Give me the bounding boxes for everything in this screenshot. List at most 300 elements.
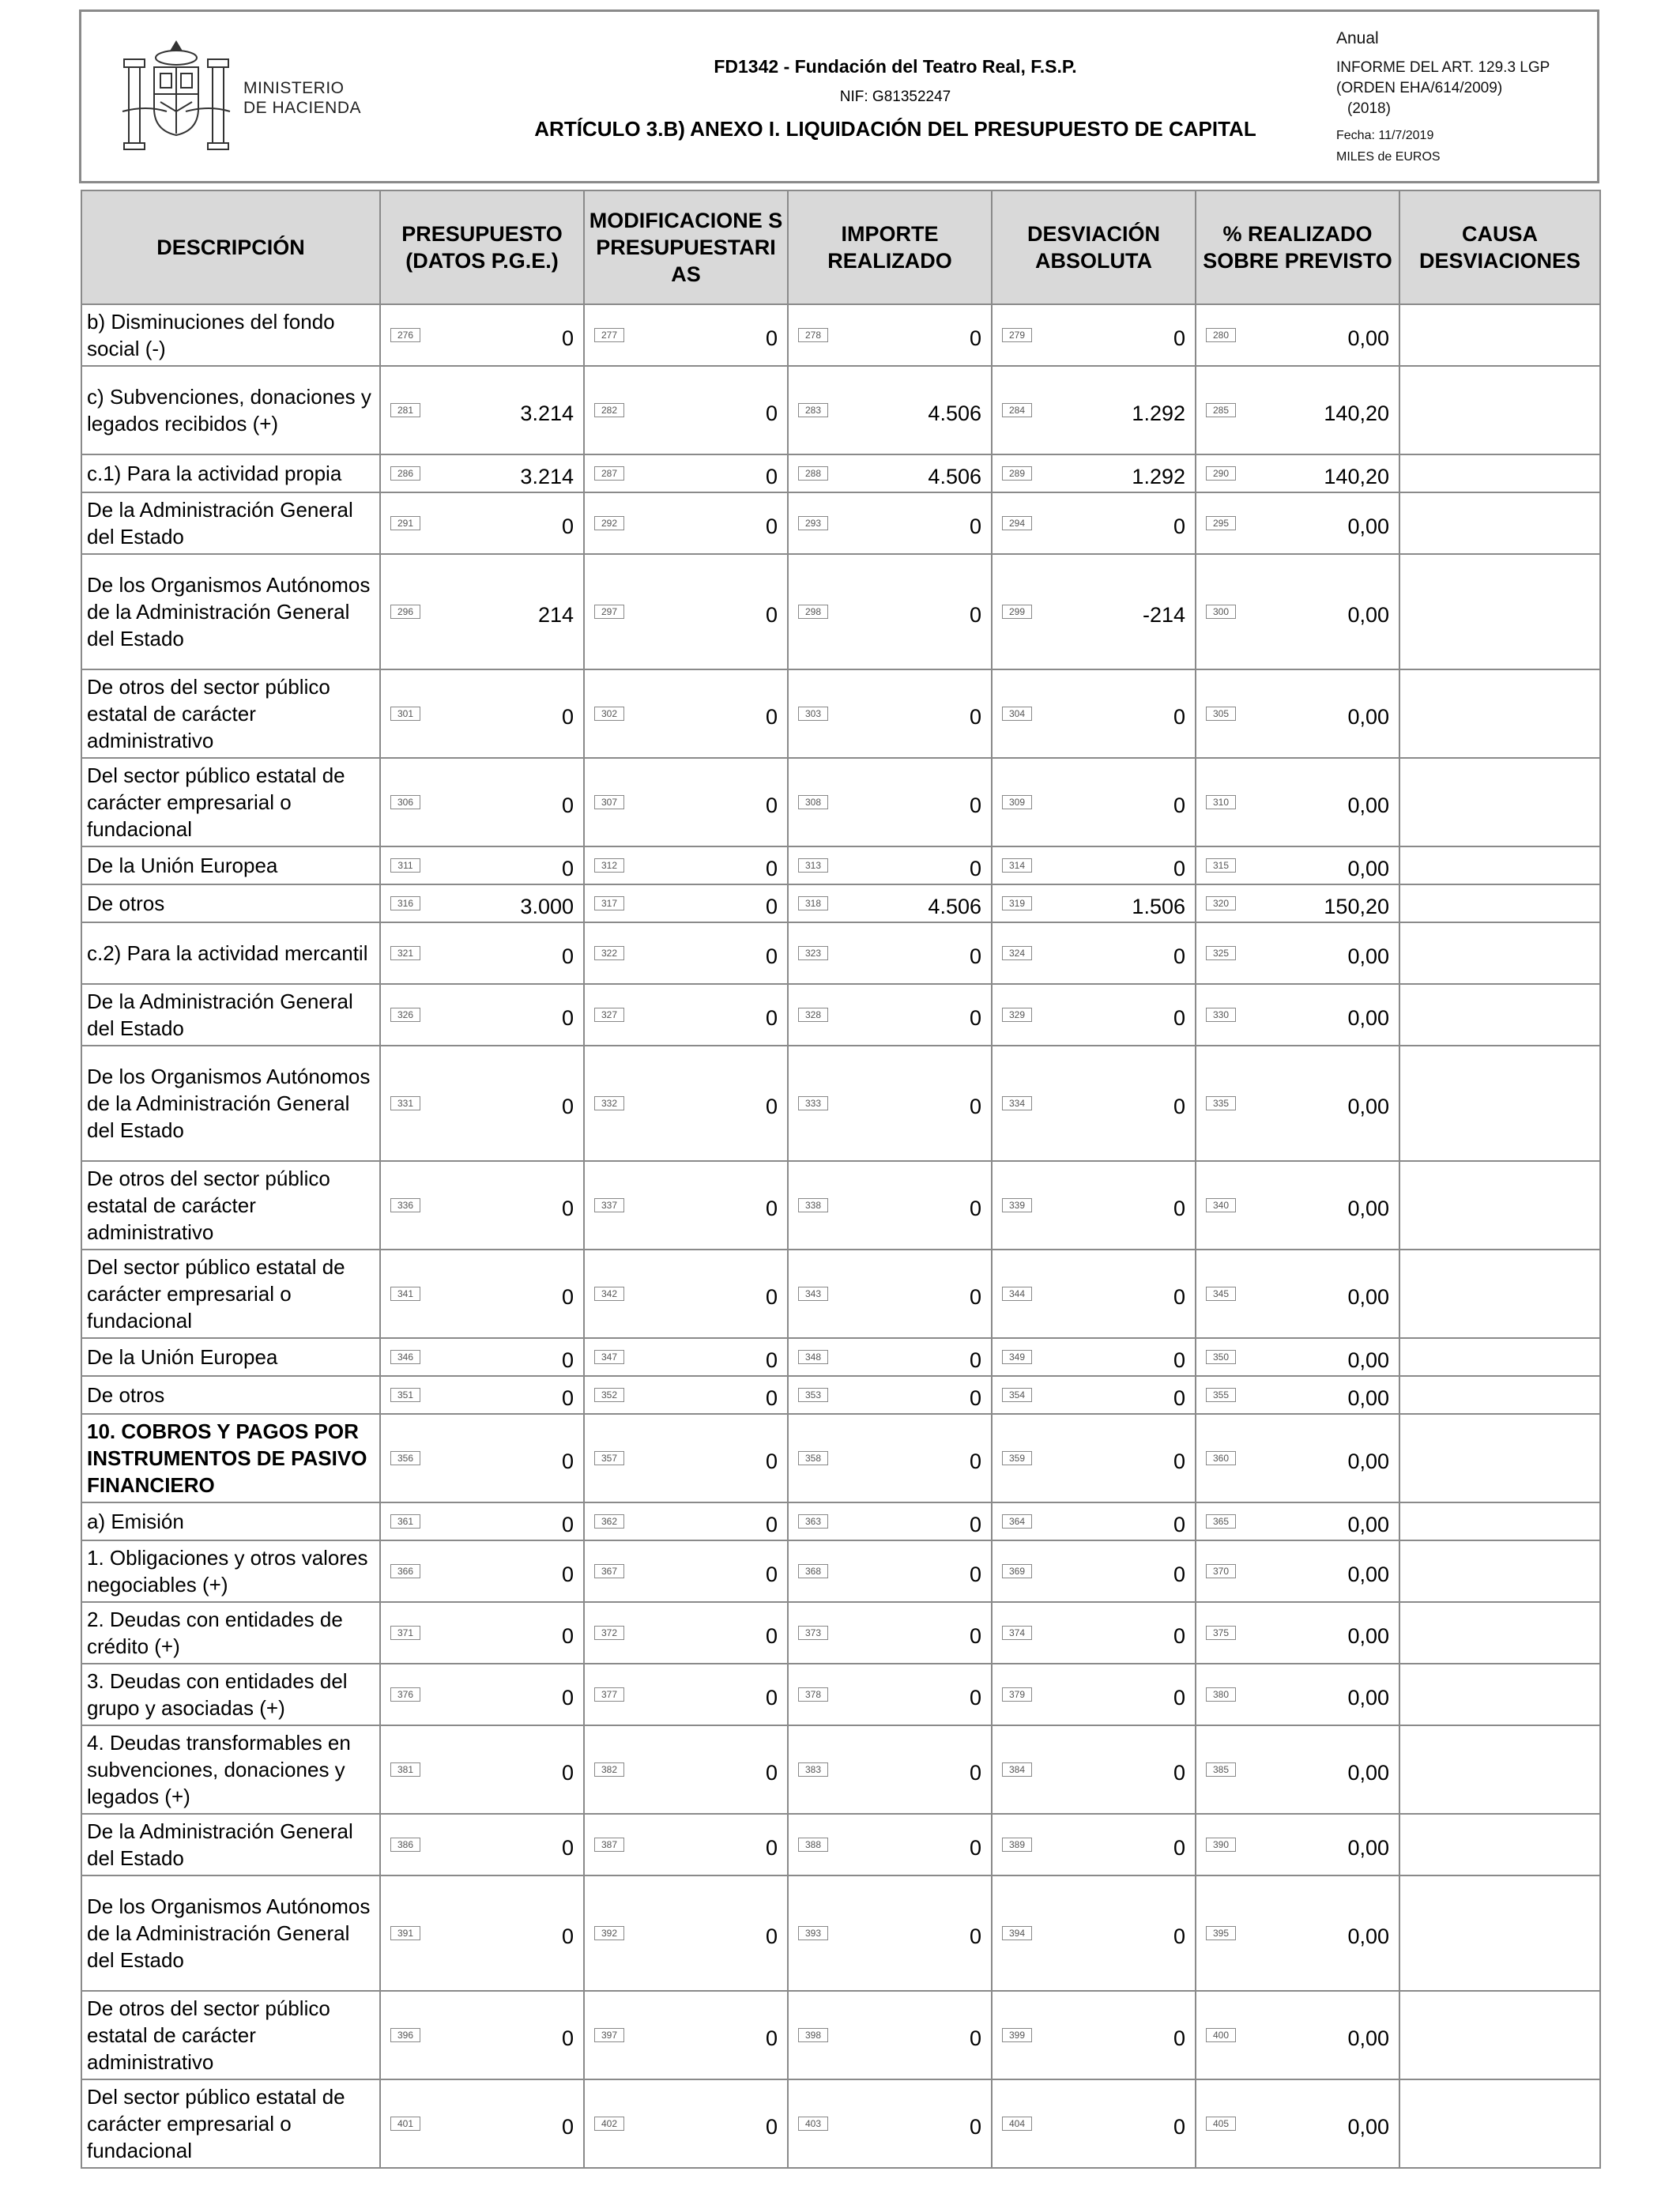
- field-code: 293: [798, 516, 828, 530]
- coat-of-arms-icon: [113, 36, 239, 162]
- field-code: 341: [390, 1287, 420, 1301]
- cell-modificaciones: [584, 554, 788, 669]
- table-row: [81, 1875, 1600, 1991]
- cell-value: 0: [561, 856, 574, 880]
- field-code: 395: [1206, 1926, 1236, 1940]
- cell-value: 0: [765, 602, 778, 627]
- cell-presupuesto: [380, 366, 584, 454]
- field-code: 346: [390, 1350, 420, 1364]
- cell-presupuesto: [380, 884, 584, 922]
- cell-modificaciones: [584, 492, 788, 554]
- field-code: 276: [390, 328, 420, 342]
- field-code: 320: [1206, 896, 1236, 910]
- field-code: 303: [798, 707, 828, 721]
- table-row: [81, 1376, 1600, 1414]
- cell-value: 0: [765, 793, 778, 817]
- cell-value: 0: [765, 856, 778, 880]
- cell-value: 0,00: [1347, 2026, 1389, 2050]
- cell-importe: [788, 454, 992, 492]
- field-code: 380: [1206, 1687, 1236, 1702]
- cell-realizado: [1196, 1814, 1399, 1875]
- cell-causa: [1399, 1414, 1600, 1502]
- field-code: 300: [1206, 605, 1236, 619]
- field-code: 393: [798, 1926, 828, 1940]
- cell-modificaciones: [584, 922, 788, 984]
- field-code: 349: [1002, 1350, 1032, 1364]
- cell-importe: [788, 1376, 992, 1414]
- field-code: 345: [1206, 1287, 1236, 1301]
- field-code: 295: [1206, 516, 1236, 530]
- cell-value: 0: [969, 1562, 981, 1586]
- table-header-row: [81, 190, 1600, 304]
- cell-causa: [1399, 1338, 1600, 1376]
- field-code: 324: [1002, 946, 1032, 960]
- cell-causa: [1399, 1991, 1600, 2079]
- cell-value: 0: [969, 1835, 981, 1860]
- field-code: 400: [1206, 2028, 1236, 2042]
- cell-causa: [1399, 492, 1600, 554]
- cell-value: 0: [561, 1348, 574, 1372]
- cell-realizado: [1196, 2079, 1399, 2168]
- cell-modificaciones: [584, 1991, 788, 2079]
- cell-importe: [788, 884, 992, 922]
- field-code: 359: [1002, 1451, 1032, 1465]
- row-description: De otros: [81, 884, 380, 922]
- units-label: MILES de EUROS: [1336, 150, 1441, 164]
- cell-value: 0: [969, 1623, 981, 1648]
- cell-modificaciones: [584, 669, 788, 758]
- field-code: 282: [594, 403, 624, 417]
- cell-value: 3.000: [520, 894, 574, 918]
- cell-causa: [1399, 758, 1600, 846]
- cell-causa: [1399, 884, 1600, 922]
- ministry-line-2: DE HACIENDA: [243, 99, 362, 117]
- field-code: 285: [1206, 403, 1236, 417]
- field-code: 326: [390, 1008, 420, 1022]
- budget-table: [81, 190, 1601, 2169]
- cell-value: 0: [969, 1512, 981, 1536]
- cell-value: 214: [537, 602, 574, 627]
- cell-modificaciones: [584, 366, 788, 454]
- cell-importe: [788, 1725, 992, 1814]
- table-row: [81, 1161, 1600, 1250]
- ministry-name: [243, 78, 361, 118]
- cell-importe: [788, 1664, 992, 1725]
- field-code: 317: [594, 896, 624, 910]
- field-code: 330: [1206, 1008, 1236, 1022]
- cell-value: 0: [765, 1760, 778, 1785]
- cell-realizado: [1196, 1540, 1399, 1602]
- cell-causa: [1399, 846, 1600, 884]
- cell-value: 0: [969, 1284, 981, 1309]
- report-header: [79, 9, 1599, 183]
- cell-presupuesto: [380, 846, 584, 884]
- cell-importe: [788, 1814, 992, 1875]
- col-header-importe: IMPORTE REALIZADO: [788, 190, 992, 304]
- field-code: 405: [1206, 2117, 1236, 2131]
- cell-value: 0: [765, 1449, 778, 1473]
- field-code: 396: [390, 2028, 420, 2042]
- cell-value: 0: [1173, 944, 1185, 968]
- cell-value: 0: [1173, 1196, 1185, 1220]
- cell-presupuesto: [380, 1725, 584, 1814]
- field-code: 372: [594, 1626, 624, 1640]
- table-row: [81, 984, 1600, 1046]
- cell-value: 4.506: [928, 401, 981, 425]
- field-code: 391: [390, 1926, 420, 1940]
- cell-value: 0: [1173, 514, 1185, 538]
- field-code: 335: [1206, 1096, 1236, 1110]
- table-row: [81, 2079, 1600, 2168]
- field-code: 334: [1002, 1096, 1032, 1110]
- cell-causa: [1399, 1814, 1600, 1875]
- row-description: De otros del sector público estatal de carácter administrativo: [81, 1991, 380, 2079]
- field-code: 363: [798, 1514, 828, 1529]
- cell-desviacion: [992, 1602, 1196, 1664]
- row-description: 1. Obligaciones y otros valores negociables (+): [81, 1540, 380, 1602]
- cell-modificaciones: [584, 1046, 788, 1161]
- row-description: Del sector público estatal de carácter empresarial o fundacional: [81, 758, 380, 846]
- cell-presupuesto: [380, 1814, 584, 1875]
- table-row: [81, 846, 1600, 884]
- ministry-line-1: MINISTERIO: [243, 79, 345, 97]
- cell-presupuesto: [380, 554, 584, 669]
- field-code: 284: [1002, 403, 1032, 417]
- cell-importe: [788, 922, 992, 984]
- cell-modificaciones: [584, 1502, 788, 1540]
- cell-value: 0: [561, 1094, 574, 1118]
- cell-realizado: [1196, 1875, 1399, 1991]
- cell-modificaciones: [584, 984, 788, 1046]
- cell-modificaciones: [584, 1376, 788, 1414]
- cell-desviacion: [992, 554, 1196, 669]
- cell-desviacion: [992, 492, 1196, 554]
- field-code: 288: [798, 466, 828, 481]
- field-code: 364: [1002, 1514, 1032, 1529]
- field-code: 340: [1206, 1198, 1236, 1212]
- cell-importe: [788, 492, 992, 554]
- cell-value: 0: [1173, 856, 1185, 880]
- cell-desviacion: [992, 1338, 1196, 1376]
- field-code: 365: [1206, 1514, 1236, 1529]
- cell-value: 0: [1173, 1685, 1185, 1710]
- cell-causa: [1399, 1250, 1600, 1338]
- cell-value: 0: [1173, 1449, 1185, 1473]
- cell-value: 0: [765, 1348, 778, 1372]
- cell-value: 0: [969, 1924, 981, 1948]
- field-code: 332: [594, 1096, 624, 1110]
- cell-realizado: [1196, 554, 1399, 669]
- field-code: 279: [1002, 328, 1032, 342]
- cell-presupuesto: [380, 1664, 584, 1725]
- cell-desviacion: [992, 758, 1196, 846]
- table-row: [81, 366, 1600, 454]
- cell-value: 0: [1173, 1760, 1185, 1785]
- cell-modificaciones: [584, 846, 788, 884]
- cell-realizado: [1196, 1161, 1399, 1250]
- cell-desviacion: [992, 1664, 1196, 1725]
- table-row: [81, 1991, 1600, 2079]
- cell-realizado: [1196, 1414, 1399, 1502]
- cell-presupuesto: [380, 984, 584, 1046]
- field-code: 321: [390, 946, 420, 960]
- cell-value: 0: [1173, 1562, 1185, 1586]
- table-row: [81, 1250, 1600, 1338]
- row-description: De los Organismos Autónomos de la Administración General del Estado: [81, 554, 380, 669]
- cell-presupuesto: [380, 1376, 584, 1414]
- cell-causa: [1399, 304, 1600, 366]
- field-code: 355: [1206, 1388, 1236, 1402]
- cell-value: 3.214: [520, 401, 574, 425]
- table-row: [81, 454, 1600, 492]
- cell-value: 0,00: [1347, 856, 1389, 880]
- cell-value: 0: [969, 1348, 981, 1372]
- field-code: 362: [594, 1514, 624, 1529]
- cell-desviacion: [992, 1161, 1196, 1250]
- row-description: De la Unión Europea: [81, 1338, 380, 1376]
- cell-value: -214: [1142, 602, 1185, 627]
- cell-value: 0: [1173, 1512, 1185, 1536]
- field-code: 399: [1002, 2028, 1032, 2042]
- field-code: 301: [390, 707, 420, 721]
- table-row: [81, 1664, 1600, 1725]
- cell-realizado: [1196, 846, 1399, 884]
- cell-value: 0: [561, 1284, 574, 1309]
- cell-presupuesto: [380, 669, 584, 758]
- cell-value: 0: [969, 1760, 981, 1785]
- cell-importe: [788, 1540, 992, 1602]
- row-description: a) Emisión: [81, 1502, 380, 1540]
- col-header-realizado: % REALIZADO SOBRE PREVISTO: [1196, 190, 1399, 304]
- row-description: 3. Deudas con entidades del grupo y asociadas (+): [81, 1664, 380, 1725]
- table-row: [81, 492, 1600, 554]
- cell-realizado: [1196, 884, 1399, 922]
- field-code: 392: [594, 1926, 624, 1940]
- row-description: Del sector público estatal de carácter empresarial o fundacional: [81, 1250, 380, 1338]
- cell-presupuesto: [380, 1991, 584, 2079]
- cell-importe: [788, 1338, 992, 1376]
- cell-presupuesto: [380, 2079, 584, 2168]
- cell-desviacion: [992, 366, 1196, 454]
- cell-value: 0: [561, 944, 574, 968]
- field-code: 347: [594, 1350, 624, 1364]
- cell-causa: [1399, 922, 1600, 984]
- cell-realizado: [1196, 1602, 1399, 1664]
- field-code: 278: [798, 328, 828, 342]
- cell-desviacion: [992, 454, 1196, 492]
- field-code: 376: [390, 1687, 420, 1702]
- cell-modificaciones: [584, 454, 788, 492]
- cell-presupuesto: [380, 1502, 584, 1540]
- cell-importe: [788, 366, 992, 454]
- cell-value: 0,00: [1347, 793, 1389, 817]
- field-code: 368: [798, 1564, 828, 1578]
- field-code: 292: [594, 516, 624, 530]
- cell-causa: [1399, 1161, 1600, 1250]
- cell-desviacion: [992, 304, 1196, 366]
- entity-nif: NIF: G81352247: [839, 89, 951, 105]
- field-code: 358: [798, 1451, 828, 1465]
- cell-presupuesto: [380, 1338, 584, 1376]
- cell-value: 0,00: [1347, 1623, 1389, 1648]
- cell-value: 0: [969, 1005, 981, 1030]
- cell-value: 0: [561, 2114, 574, 2139]
- cell-desviacion: [992, 1046, 1196, 1161]
- cell-importe: [788, 984, 992, 1046]
- report-line-3: (2018): [1347, 100, 1391, 117]
- row-description: De otros: [81, 1376, 380, 1414]
- cell-value: 0: [561, 1685, 574, 1710]
- row-description: De otros del sector público estatal de carácter administrativo: [81, 669, 380, 758]
- row-description: 10. COBROS Y PAGOS POR INSTRUMENTOS DE PASIVO FINANCIERO: [81, 1414, 380, 1502]
- cell-value: 0: [765, 1284, 778, 1309]
- cell-value: 0: [561, 793, 574, 817]
- cell-value: 0: [561, 1005, 574, 1030]
- cell-value: 0,00: [1347, 1385, 1389, 1410]
- field-code: 348: [798, 1350, 828, 1364]
- report-line-1: INFORME DEL ART. 129.3 LGP: [1336, 59, 1550, 76]
- cell-modificaciones: [584, 1725, 788, 1814]
- cell-presupuesto: [380, 1875, 584, 1991]
- cell-value: 0: [1173, 326, 1185, 350]
- cell-value: 0: [561, 1760, 574, 1785]
- cell-causa: [1399, 1725, 1600, 1814]
- row-description: De la Administración General del Estado: [81, 984, 380, 1046]
- field-code: 305: [1206, 707, 1236, 721]
- field-code: 306: [390, 795, 420, 809]
- cell-value: 0: [561, 1562, 574, 1586]
- cell-value: 0: [969, 793, 981, 817]
- cell-value: 0: [765, 1512, 778, 1536]
- cell-value: 0: [765, 2026, 778, 2050]
- cell-value: 0: [1173, 1623, 1185, 1648]
- cell-value: 0: [765, 1685, 778, 1710]
- cell-value: 0,00: [1347, 1512, 1389, 1536]
- cell-desviacion: [992, 1875, 1196, 1991]
- field-code: 328: [798, 1008, 828, 1022]
- cell-realizado: [1196, 492, 1399, 554]
- table-row: [81, 1725, 1600, 1814]
- col-header-desviacion: DESVIACIÓN ABSOLUTA: [992, 190, 1196, 304]
- cell-value: 140,20: [1324, 401, 1389, 425]
- cell-value: 0: [561, 1385, 574, 1410]
- cell-value: 0: [1173, 2114, 1185, 2139]
- field-code: 367: [594, 1564, 624, 1578]
- cell-desviacion: [992, 1814, 1196, 1875]
- cell-value: 0,00: [1347, 1562, 1389, 1586]
- cell-desviacion: [992, 1502, 1196, 1540]
- cell-value: 0: [765, 1385, 778, 1410]
- field-code: 354: [1002, 1388, 1032, 1402]
- cell-value: 0: [765, 894, 778, 918]
- field-code: 333: [798, 1096, 828, 1110]
- cell-value: 0: [1173, 704, 1185, 729]
- table-row: [81, 1814, 1600, 1875]
- field-code: 343: [798, 1287, 828, 1301]
- cell-value: 0: [765, 401, 778, 425]
- cell-realizado: [1196, 1664, 1399, 1725]
- field-code: 382: [594, 1762, 624, 1777]
- field-code: 381: [390, 1762, 420, 1777]
- field-code: 291: [390, 516, 420, 530]
- field-code: 294: [1002, 516, 1032, 530]
- cell-modificaciones: [584, 1602, 788, 1664]
- row-description: De la Administración General del Estado: [81, 1814, 380, 1875]
- cell-value: 4.506: [928, 894, 981, 918]
- field-code: 286: [390, 466, 420, 481]
- table-row: [81, 758, 1600, 846]
- cell-value: 0: [969, 326, 981, 350]
- field-code: 383: [798, 1762, 828, 1777]
- cell-value: 0: [969, 704, 981, 729]
- cell-value: 0: [969, 2026, 981, 2050]
- field-code: 339: [1002, 1198, 1032, 1212]
- cell-value: 0,00: [1347, 514, 1389, 538]
- field-code: 361: [390, 1514, 420, 1529]
- field-code: 338: [798, 1198, 828, 1212]
- cell-value: 0: [969, 1094, 981, 1118]
- field-code: 280: [1206, 328, 1236, 342]
- cell-causa: [1399, 1502, 1600, 1540]
- field-code: 360: [1206, 1451, 1236, 1465]
- cell-value: 0: [1173, 1835, 1185, 1860]
- cell-importe: [788, 554, 992, 669]
- field-code: 298: [798, 605, 828, 619]
- field-code: 375: [1206, 1626, 1236, 1640]
- table-row: [81, 1602, 1600, 1664]
- field-code: 374: [1002, 1626, 1032, 1640]
- cell-value: 0: [969, 514, 981, 538]
- row-description: De la Unión Europea: [81, 846, 380, 884]
- field-code: 401: [390, 2117, 420, 2131]
- cell-desviacion: [992, 984, 1196, 1046]
- cell-importe: [788, 1502, 992, 1540]
- table-row: [81, 1414, 1600, 1502]
- cell-modificaciones: [584, 1250, 788, 1338]
- field-code: 299: [1002, 605, 1032, 619]
- field-code: 283: [798, 403, 828, 417]
- cell-importe: [788, 669, 992, 758]
- field-code: 319: [1002, 896, 1032, 910]
- cell-desviacion: [992, 1414, 1196, 1502]
- field-code: 351: [390, 1388, 420, 1402]
- cell-modificaciones: [584, 2079, 788, 2168]
- cell-value: 0: [765, 2114, 778, 2139]
- cell-value: 0: [765, 1924, 778, 1948]
- cell-value: 0: [561, 1924, 574, 1948]
- cell-modificaciones: [584, 884, 788, 922]
- cell-causa: [1399, 669, 1600, 758]
- field-code: 385: [1206, 1762, 1236, 1777]
- cell-realizado: [1196, 1991, 1399, 2079]
- cell-value: 3.214: [520, 464, 574, 488]
- cell-modificaciones: [584, 304, 788, 366]
- table-row: [81, 1338, 1600, 1376]
- row-description: c) Subvenciones, donaciones y legados recibidos (+): [81, 366, 380, 454]
- cell-value: 0: [969, 856, 981, 880]
- cell-importe: [788, 1046, 992, 1161]
- cell-causa: [1399, 1875, 1600, 1991]
- cell-desviacion: [992, 922, 1196, 984]
- field-code: 307: [594, 795, 624, 809]
- field-code: 371: [390, 1626, 420, 1640]
- cell-value: 0: [561, 1512, 574, 1536]
- cell-importe: [788, 1602, 992, 1664]
- cell-desviacion: [992, 1250, 1196, 1338]
- cell-value: 0,00: [1347, 704, 1389, 729]
- field-code: 313: [798, 858, 828, 873]
- cell-presupuesto: [380, 1602, 584, 1664]
